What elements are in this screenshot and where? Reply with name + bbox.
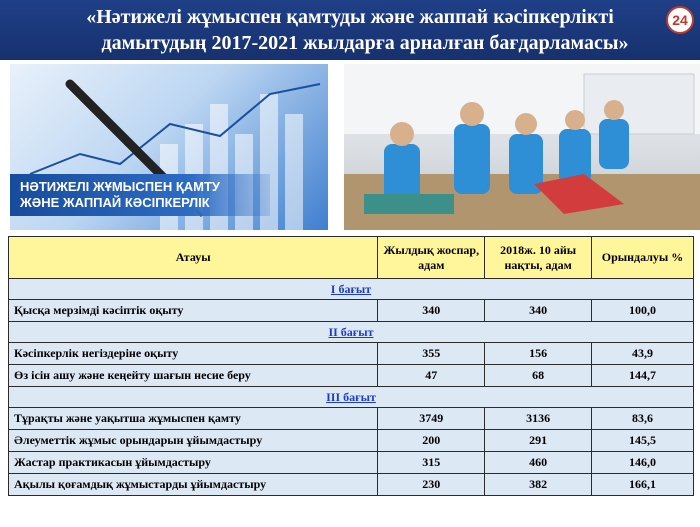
section-row xyxy=(9,322,694,343)
header-plan: Жылдық жоспар, адам xyxy=(378,237,485,279)
row-percent: 146,0 xyxy=(592,452,694,474)
business-chart-photo xyxy=(10,64,328,230)
row-actual: 68 xyxy=(485,365,592,387)
section-title-link[interactable]: II бағыт xyxy=(328,324,374,339)
table-row xyxy=(9,408,694,430)
table-row xyxy=(9,343,694,365)
header-percent: Орындалуы % xyxy=(592,237,694,279)
section-row xyxy=(9,387,694,408)
banner-line1: НӘТИЖЕЛІ ЖҰМЫСПЕН ҚАМТУ xyxy=(20,179,220,194)
row-plan: 230 xyxy=(378,474,485,496)
row-percent: 100,0 xyxy=(592,300,694,322)
section-title-link[interactable]: III бағыт xyxy=(326,389,376,404)
row-percent: 144,7 xyxy=(592,365,694,387)
program-results-table xyxy=(8,236,694,496)
row-actual: 460 xyxy=(485,452,592,474)
row-name: Кәсіпкерлік негіздеріне оқыту xyxy=(9,343,378,365)
section-title-link[interactable]: I бағыт xyxy=(330,281,372,296)
slide-header xyxy=(0,0,700,60)
section-row xyxy=(9,279,694,300)
row-name: Жастар практикасын ұйымдастыру xyxy=(9,452,378,474)
table-row xyxy=(9,452,694,474)
table-row xyxy=(9,300,694,322)
header-name: Атауы xyxy=(9,237,378,279)
table-row xyxy=(9,430,694,452)
row-percent: 83,6 xyxy=(592,408,694,430)
row-actual: 291 xyxy=(485,430,592,452)
row-percent: 145,5 xyxy=(592,430,694,452)
row-name: Тұрақты және уақытша жұмыспен қамту xyxy=(9,408,378,430)
row-actual: 156 xyxy=(485,343,592,365)
slide-title-line2: дамытудың 2017-2021 жылдарға арналған бағдарламасы» xyxy=(101,32,629,54)
row-plan: 355 xyxy=(378,343,485,365)
header-actual: 2018ж. 10 айы нақты, адам xyxy=(485,237,592,279)
slide-title-line1: «Нәтижелі жұмыспен қамтуды және жаппай кәсіпкерлікті xyxy=(86,6,614,28)
row-name: Өз ісін ашу және кеңейту шағын несие беру xyxy=(9,365,378,387)
row-actual: 3136 xyxy=(485,408,592,430)
program-banner xyxy=(10,174,270,216)
row-actual: 340 xyxy=(485,300,592,322)
row-name: Әлеуметтік жұмыс орындарын ұйымдастыру xyxy=(9,430,378,452)
row-name: Ақылы қоғамдық жұмыстарды ұйымдастыру xyxy=(9,474,378,496)
sewing-class-photo xyxy=(344,64,700,230)
banner-line2: ЖӘНЕ ЖАППАЙ КӘСІПКЕРЛІК xyxy=(20,195,210,210)
table-header-row xyxy=(9,237,694,279)
table-row xyxy=(9,474,694,496)
row-percent: 43,9 xyxy=(592,343,694,365)
row-actual: 382 xyxy=(485,474,592,496)
row-plan: 315 xyxy=(378,452,485,474)
table-row xyxy=(9,365,694,387)
page-number-badge: 24 xyxy=(666,6,694,34)
row-plan: 200 xyxy=(378,430,485,452)
row-plan: 3749 xyxy=(378,408,485,430)
row-name: Қысқа мерзімді кәсіптік оқыту xyxy=(9,300,378,322)
row-plan: 47 xyxy=(378,365,485,387)
sewing-workshop-illustration xyxy=(344,64,700,230)
row-plan: 340 xyxy=(378,300,485,322)
row-percent: 166,1 xyxy=(592,474,694,496)
